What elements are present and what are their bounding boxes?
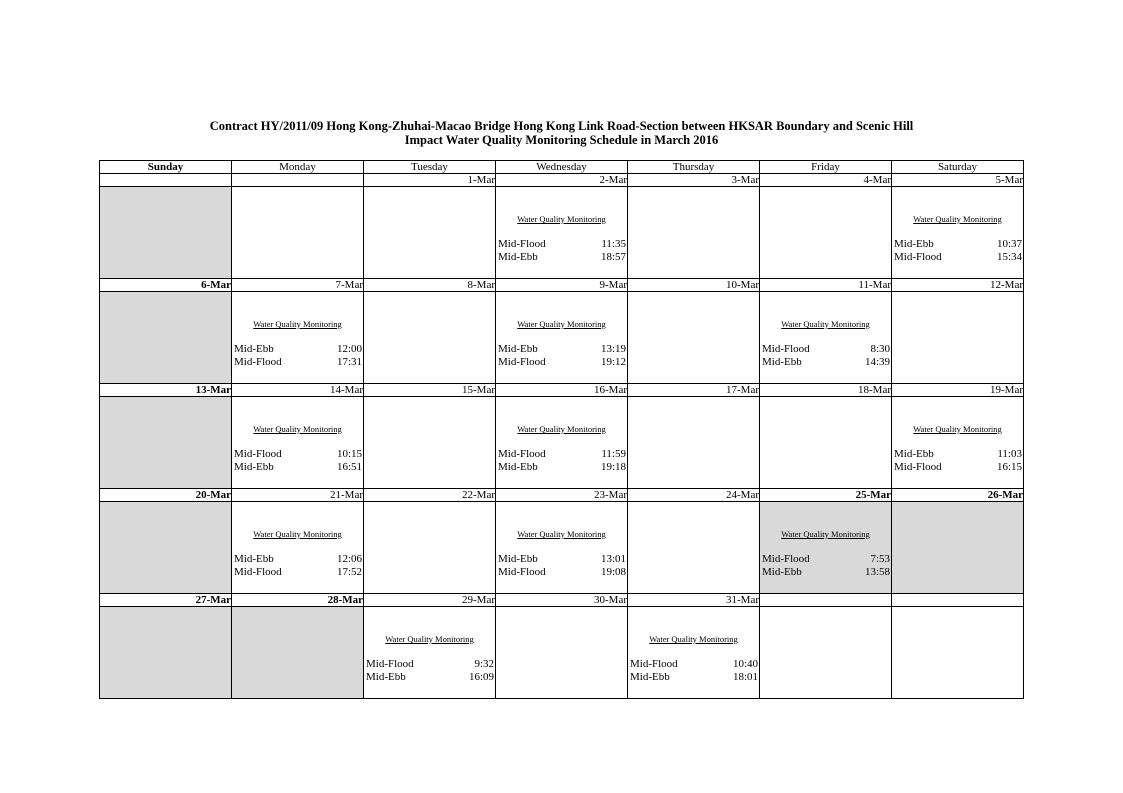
date-cell: 10-Mar bbox=[628, 279, 760, 292]
date-cell: 25-Mar bbox=[760, 489, 892, 502]
date-cell: 24-Mar bbox=[628, 489, 760, 502]
tide-time: 19:08 bbox=[600, 566, 626, 578]
day-header-row bbox=[100, 161, 1024, 174]
day-header-monday: Monday bbox=[232, 161, 364, 174]
date-cell: 18-Mar bbox=[760, 384, 892, 397]
tide-name: Mid-Flood bbox=[498, 448, 546, 460]
tide-entry bbox=[760, 343, 891, 356]
title-line-1: Contract HY/2011/09 Hong Kong-Zhuhai-Macao Bridge Hong Kong Link Road-Section between HKSAR Boundary and Scenic Hill bbox=[209, 119, 914, 133]
tide-entry bbox=[496, 553, 627, 566]
tide-time: 17:52 bbox=[336, 566, 362, 578]
date-cell: 21-Mar bbox=[232, 489, 364, 502]
date-cell: 6-Mar bbox=[100, 279, 232, 292]
tide-time: 12:06 bbox=[336, 553, 362, 565]
date-cell: 16-Mar bbox=[496, 384, 628, 397]
date-row bbox=[100, 174, 1024, 187]
date-row bbox=[100, 489, 1024, 502]
tide-time: 13:58 bbox=[864, 566, 890, 578]
monitoring-label: Water Quality Monitoring bbox=[517, 214, 606, 224]
date-cell: 23-Mar bbox=[496, 489, 628, 502]
monitoring-label: Water Quality Monitoring bbox=[781, 319, 870, 329]
tide-list bbox=[892, 238, 1023, 264]
monitoring-label: Water Quality Monitoring bbox=[781, 529, 870, 539]
date-cell bbox=[760, 594, 892, 607]
tide-name: Mid-Ebb bbox=[498, 343, 538, 355]
day-header-wednesday: Wednesday bbox=[496, 161, 628, 174]
tide-entry bbox=[232, 343, 363, 356]
day-cell bbox=[496, 502, 628, 594]
tide-time: 16:09 bbox=[468, 671, 494, 683]
monitoring-label: Water Quality Monitoring bbox=[385, 634, 474, 644]
tide-entry bbox=[496, 343, 627, 356]
day-cell bbox=[628, 292, 760, 384]
monitoring-label: Water Quality Monitoring bbox=[913, 214, 1002, 224]
tide-time: 10:15 bbox=[336, 448, 362, 460]
date-cell: 15-Mar bbox=[364, 384, 496, 397]
tide-entry bbox=[496, 251, 627, 264]
day-cell bbox=[760, 502, 892, 594]
tide-name: Mid-Flood bbox=[498, 356, 546, 368]
tide-entry bbox=[892, 251, 1023, 264]
tide-name: Mid-Flood bbox=[234, 356, 282, 368]
day-cell bbox=[628, 607, 760, 699]
date-cell: 28-Mar bbox=[232, 594, 364, 607]
day-cell bbox=[496, 397, 628, 489]
day-cell bbox=[892, 397, 1024, 489]
schedule-row bbox=[100, 397, 1024, 489]
tide-name: Mid-Ebb bbox=[234, 461, 274, 473]
schedule-row bbox=[100, 502, 1024, 594]
tide-entry bbox=[364, 658, 495, 671]
tide-list bbox=[628, 658, 759, 684]
date-cell: 30-Mar bbox=[496, 594, 628, 607]
day-cell bbox=[628, 397, 760, 489]
tide-entry bbox=[760, 356, 891, 369]
tide-name: Mid-Ebb bbox=[894, 238, 934, 250]
day-header-sunday: Sunday bbox=[100, 161, 232, 174]
day-cell bbox=[628, 502, 760, 594]
tide-list bbox=[760, 343, 891, 369]
date-cell: 7-Mar bbox=[232, 279, 364, 292]
tide-list bbox=[232, 343, 363, 369]
day-cell bbox=[364, 397, 496, 489]
schedule-row bbox=[100, 607, 1024, 699]
day-cell bbox=[892, 187, 1024, 279]
tide-name: Mid-Flood bbox=[762, 553, 810, 565]
tide-time: 14:39 bbox=[864, 356, 890, 368]
tide-entry bbox=[496, 461, 627, 474]
title-line-2: Impact Water Quality Monitoring Schedule in March 2016 bbox=[404, 133, 719, 147]
day-cell bbox=[496, 292, 628, 384]
monitoring-label: Water Quality Monitoring bbox=[517, 424, 606, 434]
date-cell: 27-Mar bbox=[100, 594, 232, 607]
day-cell bbox=[100, 292, 232, 384]
tide-entry bbox=[760, 566, 891, 579]
tide-name: Mid-Flood bbox=[894, 461, 942, 473]
monitoring-label: Water Quality Monitoring bbox=[253, 529, 342, 539]
tide-time: 9:32 bbox=[474, 658, 494, 670]
tide-name: Mid-Ebb bbox=[234, 343, 274, 355]
date-cell: 19-Mar bbox=[892, 384, 1024, 397]
tide-list bbox=[496, 343, 627, 369]
tide-name: Mid-Flood bbox=[762, 343, 810, 355]
day-cell bbox=[496, 607, 628, 699]
date-cell: 13-Mar bbox=[100, 384, 232, 397]
day-cell bbox=[892, 607, 1024, 699]
tide-time: 12:00 bbox=[336, 343, 362, 355]
tide-time: 11:35 bbox=[601, 238, 626, 250]
day-cell bbox=[760, 607, 892, 699]
tide-name: Mid-Flood bbox=[234, 448, 282, 460]
date-cell: 12-Mar bbox=[892, 279, 1024, 292]
date-cell: 22-Mar bbox=[364, 489, 496, 502]
day-cell bbox=[232, 292, 364, 384]
tide-entry bbox=[892, 461, 1023, 474]
day-cell bbox=[496, 187, 628, 279]
date-cell: 4-Mar bbox=[760, 174, 892, 187]
day-cell bbox=[364, 502, 496, 594]
day-header-tuesday: Tuesday bbox=[364, 161, 496, 174]
tide-entry bbox=[232, 448, 363, 461]
tide-name: Mid-Ebb bbox=[234, 553, 274, 565]
day-cell bbox=[232, 187, 364, 279]
date-cell bbox=[100, 174, 232, 187]
date-cell: 2-Mar bbox=[496, 174, 628, 187]
tide-list bbox=[892, 448, 1023, 474]
tide-time: 19:12 bbox=[600, 356, 626, 368]
date-row bbox=[100, 384, 1024, 397]
day-cell bbox=[100, 607, 232, 699]
tide-time: 15:34 bbox=[996, 251, 1022, 263]
tide-entry bbox=[232, 566, 363, 579]
schedule-row bbox=[100, 187, 1024, 279]
tide-time: 13:19 bbox=[600, 343, 626, 355]
tide-time: 16:15 bbox=[996, 461, 1022, 473]
day-header-saturday: Saturday bbox=[892, 161, 1024, 174]
tide-name: Mid-Ebb bbox=[894, 448, 934, 460]
tide-name: Mid-Flood bbox=[894, 251, 942, 263]
date-row bbox=[100, 279, 1024, 292]
tide-time: 13:01 bbox=[600, 553, 626, 565]
tide-list bbox=[232, 448, 363, 474]
tide-entry bbox=[628, 671, 759, 684]
day-cell bbox=[100, 397, 232, 489]
tide-name: Mid-Ebb bbox=[762, 566, 802, 578]
day-cell bbox=[232, 397, 364, 489]
date-cell: 14-Mar bbox=[232, 384, 364, 397]
day-cell bbox=[760, 397, 892, 489]
date-cell: 11-Mar bbox=[760, 279, 892, 292]
date-cell: 8-Mar bbox=[364, 279, 496, 292]
tide-entry bbox=[496, 356, 627, 369]
calendar-body bbox=[100, 174, 1024, 699]
date-cell: 9-Mar bbox=[496, 279, 628, 292]
tide-entry bbox=[232, 553, 363, 566]
date-cell: 20-Mar bbox=[100, 489, 232, 502]
day-cell bbox=[364, 187, 496, 279]
tide-name: Mid-Ebb bbox=[498, 553, 538, 565]
day-cell bbox=[232, 607, 364, 699]
tide-list bbox=[364, 658, 495, 684]
date-cell: 26-Mar bbox=[892, 489, 1024, 502]
day-header-thursday: Thursday bbox=[628, 161, 760, 174]
tide-entry bbox=[628, 658, 759, 671]
date-cell: 31-Mar bbox=[628, 594, 760, 607]
tide-entry bbox=[892, 238, 1023, 251]
day-cell bbox=[232, 502, 364, 594]
tide-time: 18:57 bbox=[600, 251, 626, 263]
day-cell bbox=[364, 607, 496, 699]
day-cell bbox=[100, 502, 232, 594]
day-cell bbox=[100, 187, 232, 279]
tide-name: Mid-Flood bbox=[366, 658, 414, 670]
date-cell: 17-Mar bbox=[628, 384, 760, 397]
tide-time: 11:03 bbox=[997, 448, 1022, 460]
tide-entry bbox=[760, 553, 891, 566]
tide-entry bbox=[892, 448, 1023, 461]
tide-time: 8:30 bbox=[870, 343, 890, 355]
monitoring-label: Water Quality Monitoring bbox=[253, 424, 342, 434]
tide-name: Mid-Flood bbox=[234, 566, 282, 578]
day-cell bbox=[364, 292, 496, 384]
tide-list bbox=[496, 448, 627, 474]
monitoring-calendar bbox=[99, 160, 1024, 699]
date-cell bbox=[892, 594, 1024, 607]
monitoring-label: Water Quality Monitoring bbox=[517, 319, 606, 329]
tide-name: Mid-Ebb bbox=[498, 251, 538, 263]
tide-time: 7:53 bbox=[870, 553, 890, 565]
tide-name: Mid-Flood bbox=[498, 238, 546, 250]
date-cell: 29-Mar bbox=[364, 594, 496, 607]
date-cell: 1-Mar bbox=[364, 174, 496, 187]
tide-name: Mid-Ebb bbox=[366, 671, 406, 683]
tide-name: Mid-Flood bbox=[630, 658, 678, 670]
tide-list bbox=[496, 238, 627, 264]
tide-entry bbox=[232, 356, 363, 369]
tide-time: 19:18 bbox=[600, 461, 626, 473]
monitoring-label: Water Quality Monitoring bbox=[253, 319, 342, 329]
date-cell: 3-Mar bbox=[628, 174, 760, 187]
tide-time: 11:59 bbox=[601, 448, 626, 460]
tide-time: 18:01 bbox=[732, 671, 758, 683]
date-cell bbox=[232, 174, 364, 187]
tide-name: Mid-Flood bbox=[498, 566, 546, 578]
tide-name: Mid-Ebb bbox=[630, 671, 670, 683]
tide-entry bbox=[232, 461, 363, 474]
schedule-row bbox=[100, 292, 1024, 384]
tide-list bbox=[232, 553, 363, 579]
monitoring-label: Water Quality Monitoring bbox=[913, 424, 1002, 434]
tide-list bbox=[760, 553, 891, 579]
tide-time: 17:31 bbox=[336, 356, 362, 368]
day-header-friday: Friday bbox=[760, 161, 892, 174]
day-cell bbox=[892, 292, 1024, 384]
date-cell: 5-Mar bbox=[892, 174, 1024, 187]
document-title bbox=[0, 119, 1123, 147]
day-cell bbox=[760, 187, 892, 279]
day-cell bbox=[892, 502, 1024, 594]
day-cell bbox=[760, 292, 892, 384]
monitoring-label: Water Quality Monitoring bbox=[649, 634, 738, 644]
tide-entry bbox=[496, 566, 627, 579]
date-row bbox=[100, 594, 1024, 607]
tide-list bbox=[496, 553, 627, 579]
tide-time: 16:51 bbox=[336, 461, 362, 473]
tide-time: 10:37 bbox=[996, 238, 1022, 250]
tide-entry bbox=[496, 238, 627, 251]
tide-entry bbox=[496, 448, 627, 461]
tide-name: Mid-Ebb bbox=[762, 356, 802, 368]
tide-name: Mid-Ebb bbox=[498, 461, 538, 473]
tide-time: 10:40 bbox=[732, 658, 758, 670]
monitoring-label: Water Quality Monitoring bbox=[517, 529, 606, 539]
tide-entry bbox=[364, 671, 495, 684]
day-cell bbox=[628, 187, 760, 279]
